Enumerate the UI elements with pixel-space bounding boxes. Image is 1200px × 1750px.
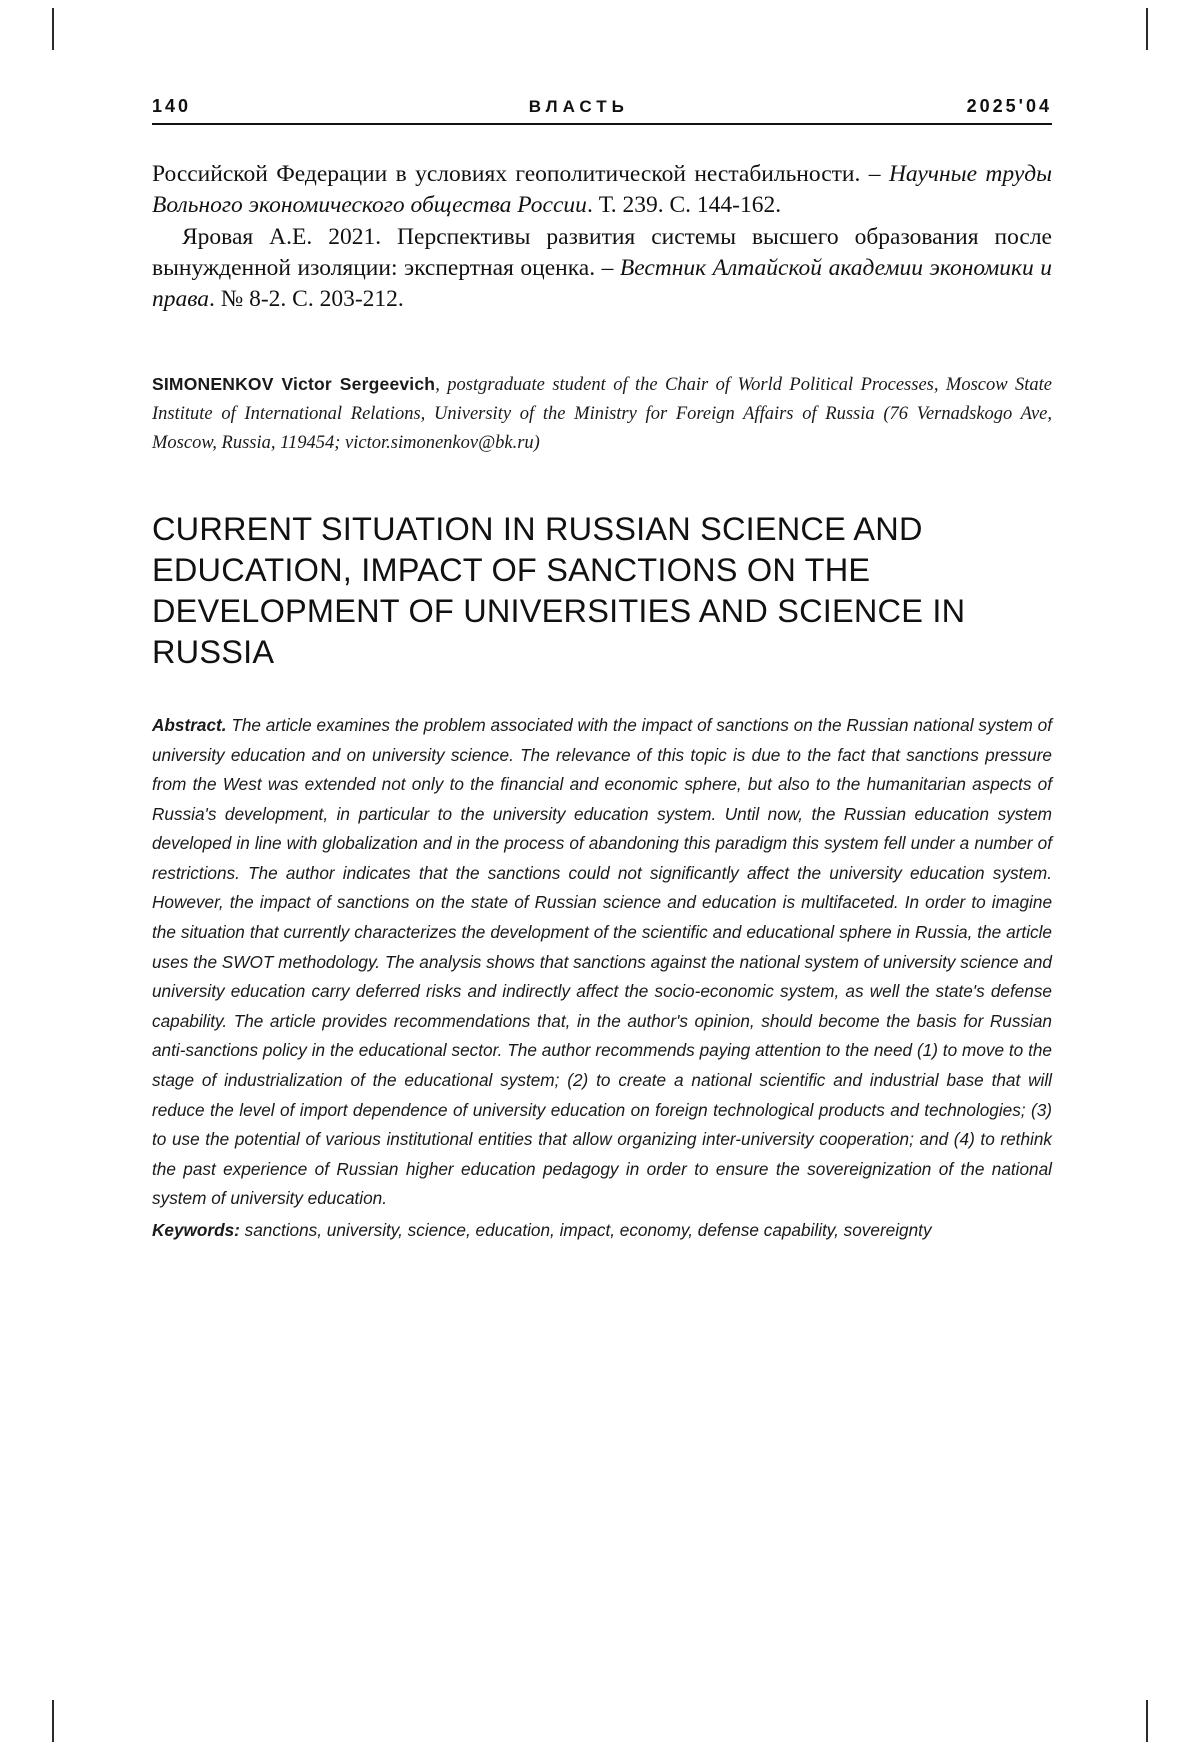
page-content (152, 96, 1052, 1245)
abstract (152, 711, 1052, 1214)
article-title: CURRENT SITUATION IN RUSSIAN SCIENCE AND EDUCATION, IMPACT OF SANCTIONS ON THE DEVELOPMENT OF UNIVERSITIES AND SCIENCE IN RUSSIA (152, 511, 966, 671)
author-name: SIMONENKOV Victor Sergeevich (152, 374, 436, 395)
reference-source: Вестник Алтайской академии экономики и права (152, 254, 1052, 312)
issue-label: 2025'04 (966, 96, 1052, 116)
reference-source: Научные труды Вольного экономического общества России (152, 161, 1052, 219)
abstract-label: Abstract. (152, 715, 227, 736)
reference-item (152, 159, 1052, 222)
reference-pages: . Т. 239. С. 144-162. (586, 192, 782, 219)
keywords (152, 1216, 1052, 1246)
running-head (152, 96, 1052, 117)
references-tail (152, 159, 1052, 315)
crop-mark-bottom-left (52, 1700, 54, 1742)
page-number: 140 (152, 96, 192, 116)
crop-mark-top-left (52, 8, 54, 50)
keywords-label: Keywords: (152, 1219, 240, 1240)
author-affiliation (152, 371, 1052, 457)
crop-mark-top-right (1146, 8, 1148, 50)
author-affiliation-text: , postgraduate student of the Chair of World Political Processes, Moscow State Institute of International Relations, University of the Ministry for Foreign Affairs of Russia (76 Vernadskogo Ave, Moscow, Russia, 119454; victor.simonenkov@bk.ru) (152, 375, 1052, 453)
header-rule (152, 123, 1052, 125)
journal-name: ВЛАСТЬ (528, 97, 629, 116)
reference-pages: . № 8-2. С. 203-212. (209, 286, 404, 312)
crop-mark-bottom-right (1146, 1700, 1148, 1742)
reference-item (152, 222, 1052, 316)
reference-text: Яровая А.Е. 2021. Перспективы развития системы высшего образования после вынужденной изоляции: экспертная оценка. – (152, 223, 1052, 281)
abstract-text: The article examines the problem associated with the impact of sanctions on the Russian national system of university education and on university science. The relevance of this topic is due to the fact that sanctions pressure from the West was extended not only to the financial and economic sphere, but also to the humanitarian aspects of Russia's development, in particular to the university education system. Until now, the Russian education system developed in line with globalization and in the process of abandoning this paradigm this system fell under a number of restrictions. The author indicates that the sanctions could not significantly affect the university education system. However, the impact of sanctions on the state of Russian science and education is multifaceted. In order to imagine the situation that currently characterizes the development of the scientific and educational sphere in Russia, the article uses the SWOT methodology. The analysis shows that sanctions against the national system of university science and university education carry deferred risks and indirectly affect the socio-economic system, as well the state's defense capability. The article provides recommendations that, in the author's opinion, should become the basis for Russian anti-sanctions policy in the educational sector. The author recommends paying attention to the need (1) to move to the stage of industrialization of the educational system; (2) to create a national scientific and industrial base that will reduce the level of import dependence of university education on foreign technological products and technologies; (3) to use the potential of various institutional entities that allow organizing inter-university cooperation; and (4) to rethink the past experience of Russian higher education pedagogy in order to ensure the sovereignization of the national system of university education. (152, 715, 1052, 1209)
keywords-text: sanctions, university, science, education, impact, economy, defense capability, sovereignty (239, 1219, 932, 1240)
reference-text: Российской Федерации в условиях геополитической нестабильности. – (152, 161, 889, 187)
